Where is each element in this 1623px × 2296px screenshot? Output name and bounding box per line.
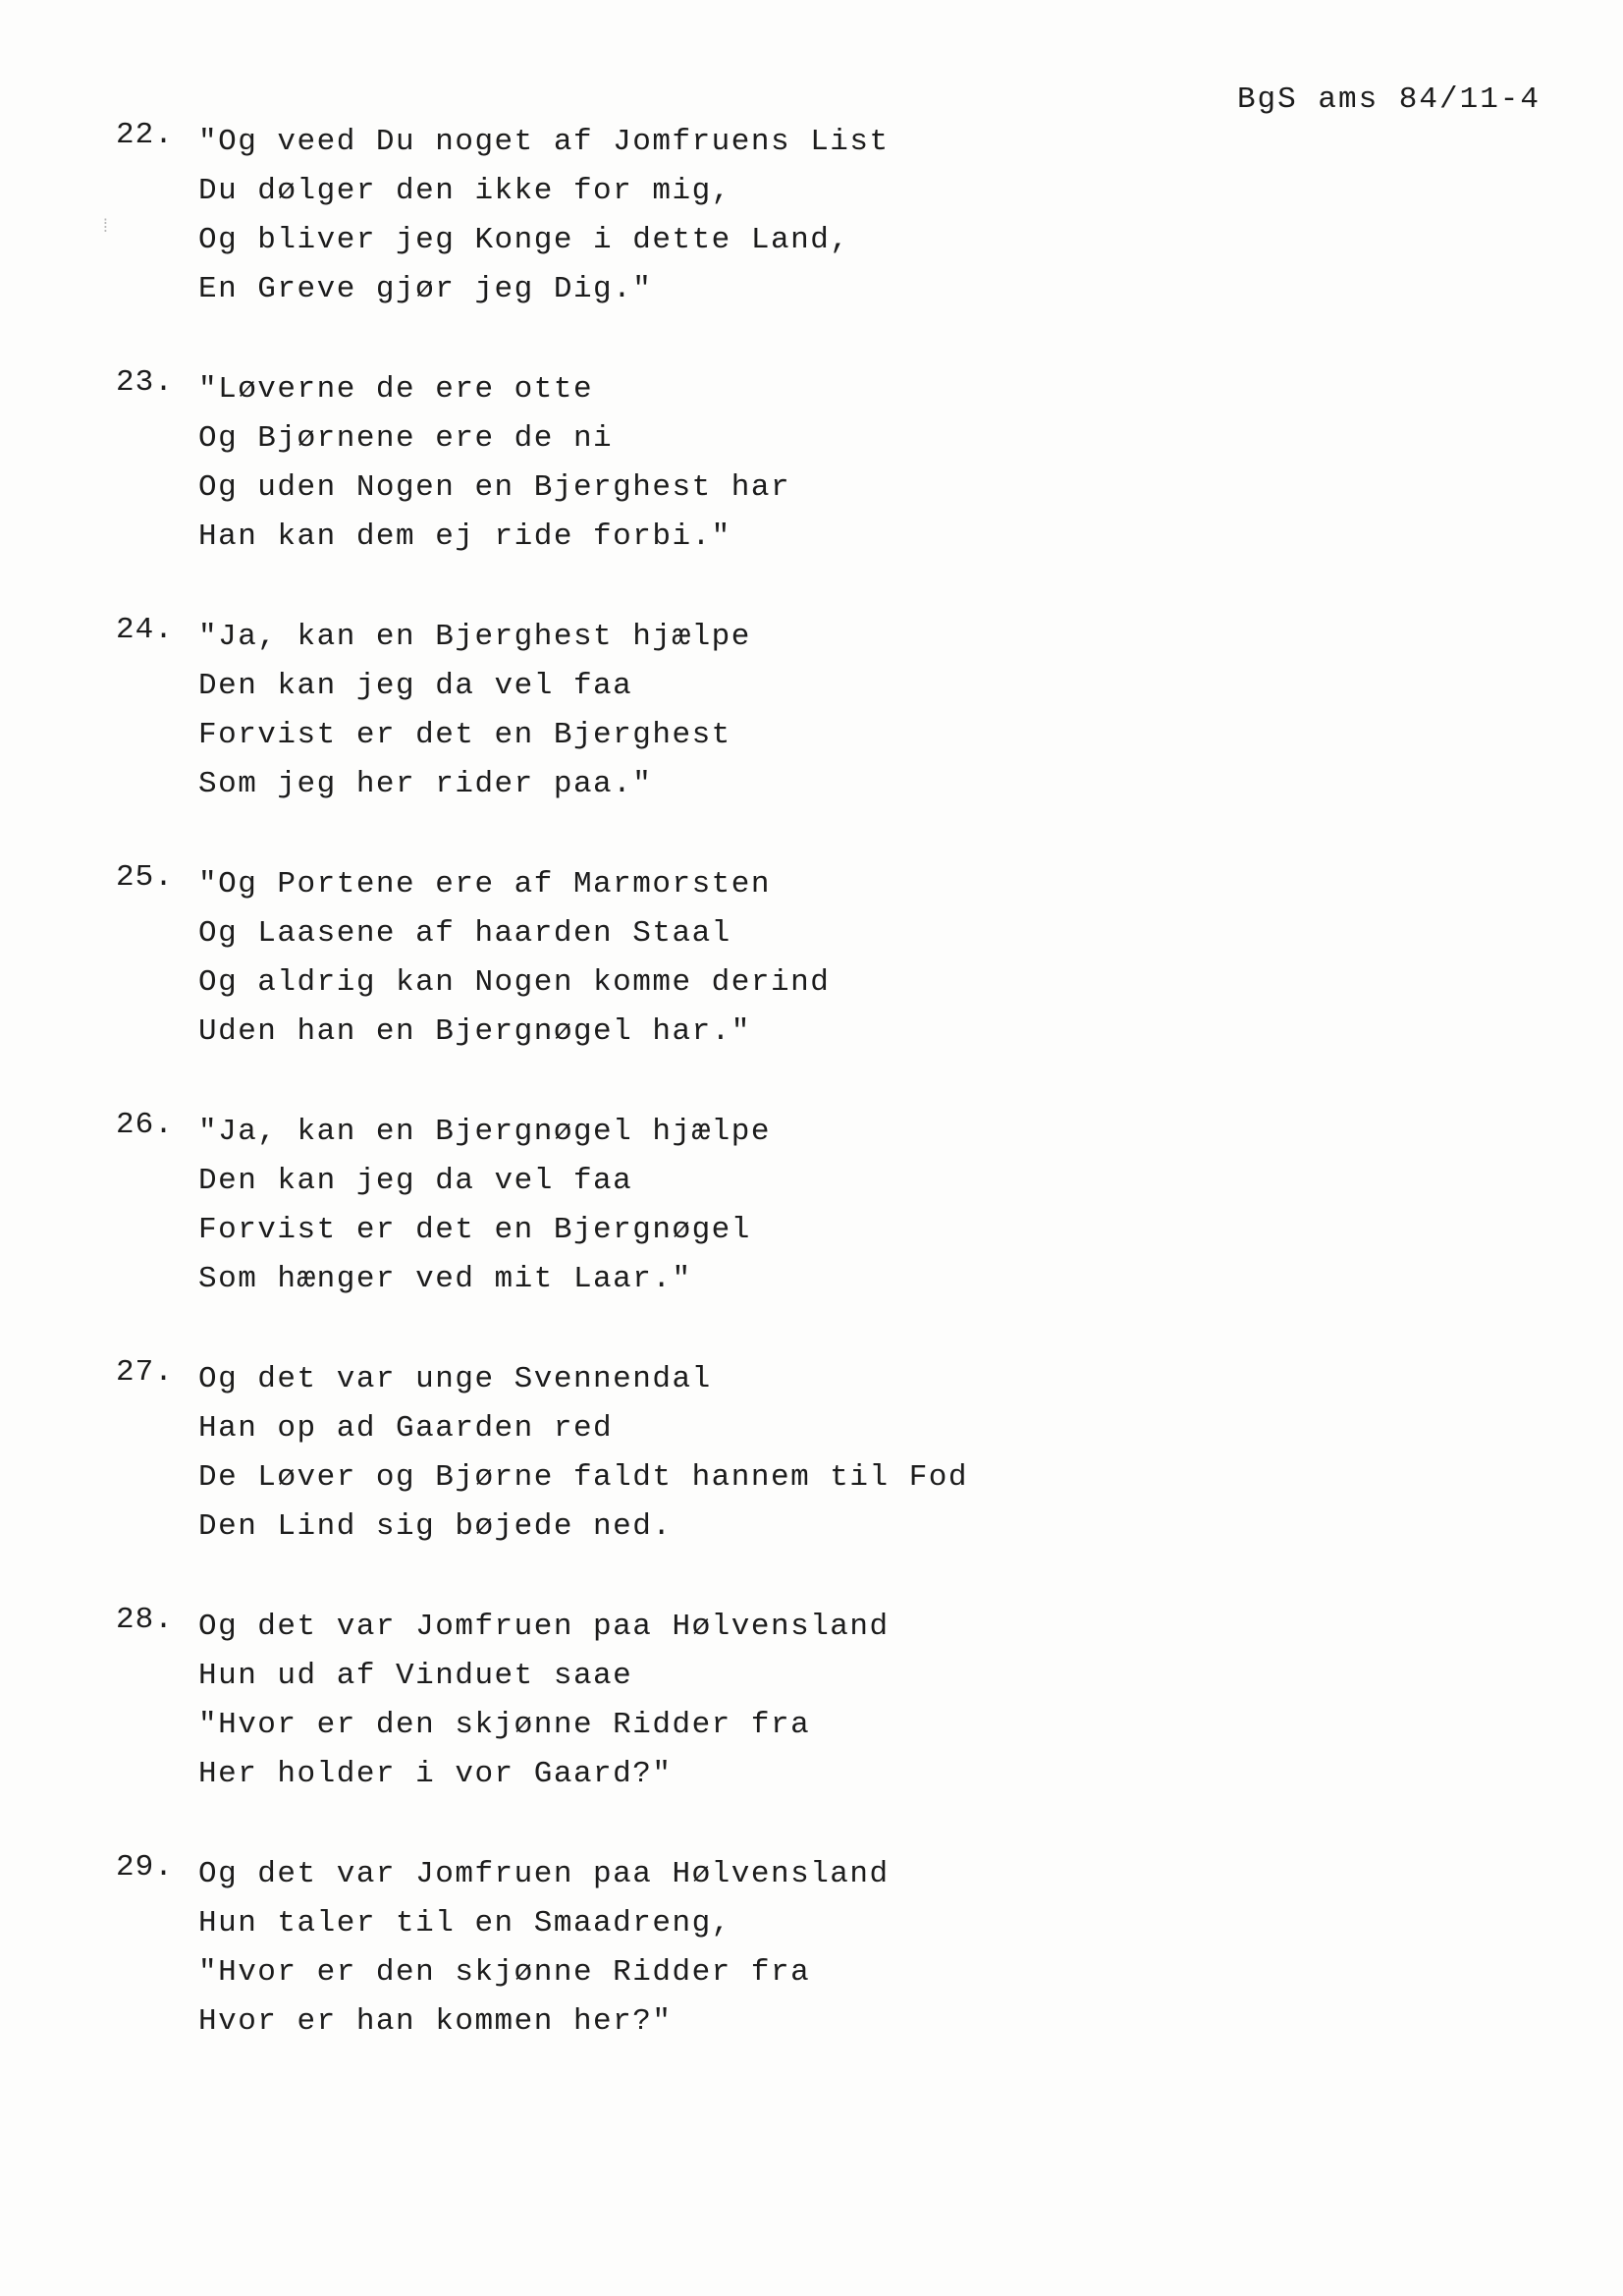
stanza-lines <box>198 365 1392 562</box>
verse-line: "Og veed Du noget af Jomfruens List <box>198 125 890 159</box>
verse-line: Forvist er det en Bjergnøgel <box>198 1213 751 1247</box>
verse-line: Og aldrig kan Nogen komme derind <box>198 965 831 1000</box>
stanza-lines <box>198 118 1392 314</box>
verse-line: Hvor er han kommen her?" <box>198 2004 673 2039</box>
stanza-number: 29. <box>116 1850 174 1885</box>
verse-line: De Løver og Bjørne faldt hannem til Fod <box>198 1460 969 1495</box>
verse-line: Den kan jeg da vel faa <box>198 669 633 703</box>
stanza-27 <box>116 1355 1392 1552</box>
stanza-number: 23. <box>116 365 174 400</box>
verse-line: Og bliver jeg Konge i dette Land, <box>198 223 850 257</box>
verse-line: En Greve gjør jeg Dig." <box>198 272 653 306</box>
verse-line: Som jeg her rider paa." <box>198 767 653 801</box>
stanza-29 <box>116 1850 1392 2047</box>
stanza-lines <box>198 1603 1392 1799</box>
ballad-text <box>116 118 1392 2098</box>
verse-line: Og det var unge Svennendal <box>198 1362 712 1396</box>
stanza-24 <box>116 613 1392 809</box>
verse-line: "Hvor er den skjønne Ridder fra <box>198 1708 811 1742</box>
margin-mark: ⁞ <box>100 218 111 238</box>
verse-line: Den Lind sig bøjede ned. <box>198 1509 673 1544</box>
verse-line: Den kan jeg da vel faa <box>198 1164 633 1198</box>
verse-line: Og uden Nogen en Bjerghest har <box>198 470 791 505</box>
stanza-23 <box>116 365 1392 562</box>
stanza-28 <box>116 1603 1392 1799</box>
stanza-number: 27. <box>116 1355 174 1390</box>
stanza-lines <box>198 1108 1392 1304</box>
verse-line: Du dølger den ikke for mig, <box>198 174 731 208</box>
stanza-lines <box>198 1850 1392 2047</box>
stanza-number: 28. <box>116 1603 174 1637</box>
verse-line: Og det var Jomfruen paa Hølvensland <box>198 1610 890 1644</box>
stanza-25 <box>116 860 1392 1057</box>
verse-line: Og Laasene af haarden Staal <box>198 916 731 951</box>
verse-line: Og det var Jomfruen paa Hølvensland <box>198 1857 890 1891</box>
stanza-26 <box>116 1108 1392 1304</box>
verse-line: Som hænger ved mit Laar." <box>198 1262 692 1296</box>
verse-line: "Ja, kan en Bjergnøgel hjælpe <box>198 1115 771 1149</box>
verse-line: "Løverne de ere otte <box>198 372 594 407</box>
stanza-lines <box>198 613 1392 809</box>
stanza-number: 22. <box>116 118 174 152</box>
stanza-lines <box>198 860 1392 1057</box>
stanza-number: 24. <box>116 613 174 647</box>
stanza-lines <box>198 1355 1392 1552</box>
stanza-number: 25. <box>116 860 174 895</box>
verse-line: "Ja, kan en Bjerghest hjælpe <box>198 620 751 654</box>
verse-line: Forvist er det en Bjerghest <box>198 718 731 752</box>
verse-line: Og Bjørnene ere de ni <box>198 421 614 456</box>
stanza-22 <box>116 118 1392 314</box>
verse-line: Han kan dem ej ride forbi." <box>198 519 731 554</box>
verse-line: Hun taler til en Smaadreng, <box>198 1906 731 1941</box>
verse-line: Uden han en Bjergnøgel har." <box>198 1014 751 1049</box>
archive-reference: BgS ams 84/11-4 <box>1236 82 1541 117</box>
verse-line: Her holder i vor Gaard?" <box>198 1757 673 1791</box>
verse-line: "Hvor er den skjønne Ridder fra <box>198 1955 811 1990</box>
verse-line: Han op ad Gaarden red <box>198 1411 614 1446</box>
verse-line: Hun ud af Vinduet saae <box>198 1659 633 1693</box>
verse-line: "Og Portene ere af Marmorsten <box>198 867 771 902</box>
stanza-number: 26. <box>116 1108 174 1142</box>
